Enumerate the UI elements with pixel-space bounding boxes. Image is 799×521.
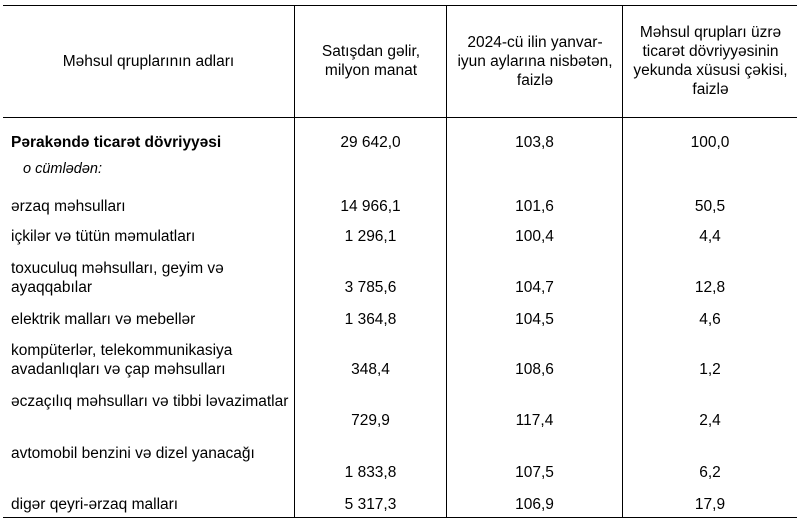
column-divider-2: [446, 5, 447, 517]
row-ratio: 101,6: [515, 198, 554, 215]
row-revenue: 348,4: [351, 361, 390, 378]
row-share: 6,2: [699, 464, 721, 481]
row-ratio: 107,5: [515, 464, 554, 481]
row-name: toxuculuq məhsulları, geyim və ayaqqabılar: [11, 260, 224, 296]
row-share: 1,2: [699, 361, 721, 378]
header-revenue-label: Satışdan gəlir, milyon manat: [321, 43, 421, 79]
header-revenue: [301, 5, 441, 117]
subheading-including: o cümlədən:: [23, 161, 102, 177]
row-name: ərzaq məhsulları: [11, 198, 126, 215]
row-name: digər qeyri-ərzaq malları: [11, 496, 179, 513]
row-ratio: 100,4: [515, 228, 554, 245]
row-share: 50,5: [694, 198, 726, 215]
header-ratio-label: 2024-cü ilin yanvar-iyun aylarına nisbətən, faizlə: [457, 33, 613, 89]
table-bottom-border: [3, 517, 797, 518]
total-row-revenue: 29 642,0: [340, 134, 401, 151]
row-share: 4,4: [699, 228, 721, 245]
row-revenue: 1 296,1: [344, 228, 397, 245]
total-row-share: 100,0: [690, 134, 730, 151]
header-product-groups-label: Məhsul qruplarının adları: [62, 52, 235, 70]
row-ratio: 117,4: [515, 412, 554, 429]
header-bottom-border: [3, 117, 797, 118]
column-divider-1: [294, 5, 295, 517]
row-revenue: 1 833,8: [344, 464, 397, 481]
row-ratio: 108,6: [515, 361, 554, 378]
header-product-groups: [3, 5, 294, 117]
row-name: elektrik malları və mebellər: [11, 311, 196, 328]
row-revenue: 1 364,8: [344, 311, 397, 328]
sales-table: [3, 5, 797, 517]
row-name: içkilər və tütün məmulatları: [11, 228, 196, 245]
total-row-ratio: 103,8: [515, 134, 554, 151]
row-revenue: 3 785,6: [344, 279, 397, 296]
total-row-name: Pərakəndə ticarət dövriyyəsi: [11, 134, 222, 151]
row-share: 4,6: [699, 311, 721, 328]
row-name: avtomobil benzini və dizel yanacağı: [11, 445, 255, 462]
row-share: 2,4: [699, 412, 721, 429]
row-revenue: 729,9: [351, 412, 390, 429]
row-ratio: 106,9: [515, 496, 554, 513]
row-revenue: 14 966,1: [340, 198, 401, 215]
header-ratio: [455, 5, 615, 117]
row-revenue: 5 317,3: [344, 496, 397, 513]
row-name: kompüterlər, telekommunikasiya avadanlıqları və çap məhsulları: [11, 342, 233, 378]
row-share: 12,8: [694, 279, 726, 296]
header-share-label: Məhsul qrupları üzrə ticarət dövriyyəsinin yekunda xüsusi çəkisi, faizlə: [633, 24, 788, 98]
row-ratio: 104,5: [515, 311, 554, 328]
row-name: əczaçılıq məhsulları və tibbi ləvazimatlar: [11, 393, 289, 410]
row-ratio: 104,7: [515, 279, 554, 296]
column-divider-3: [622, 5, 623, 517]
row-share: 17,9: [694, 496, 726, 513]
header-share: [628, 5, 793, 117]
